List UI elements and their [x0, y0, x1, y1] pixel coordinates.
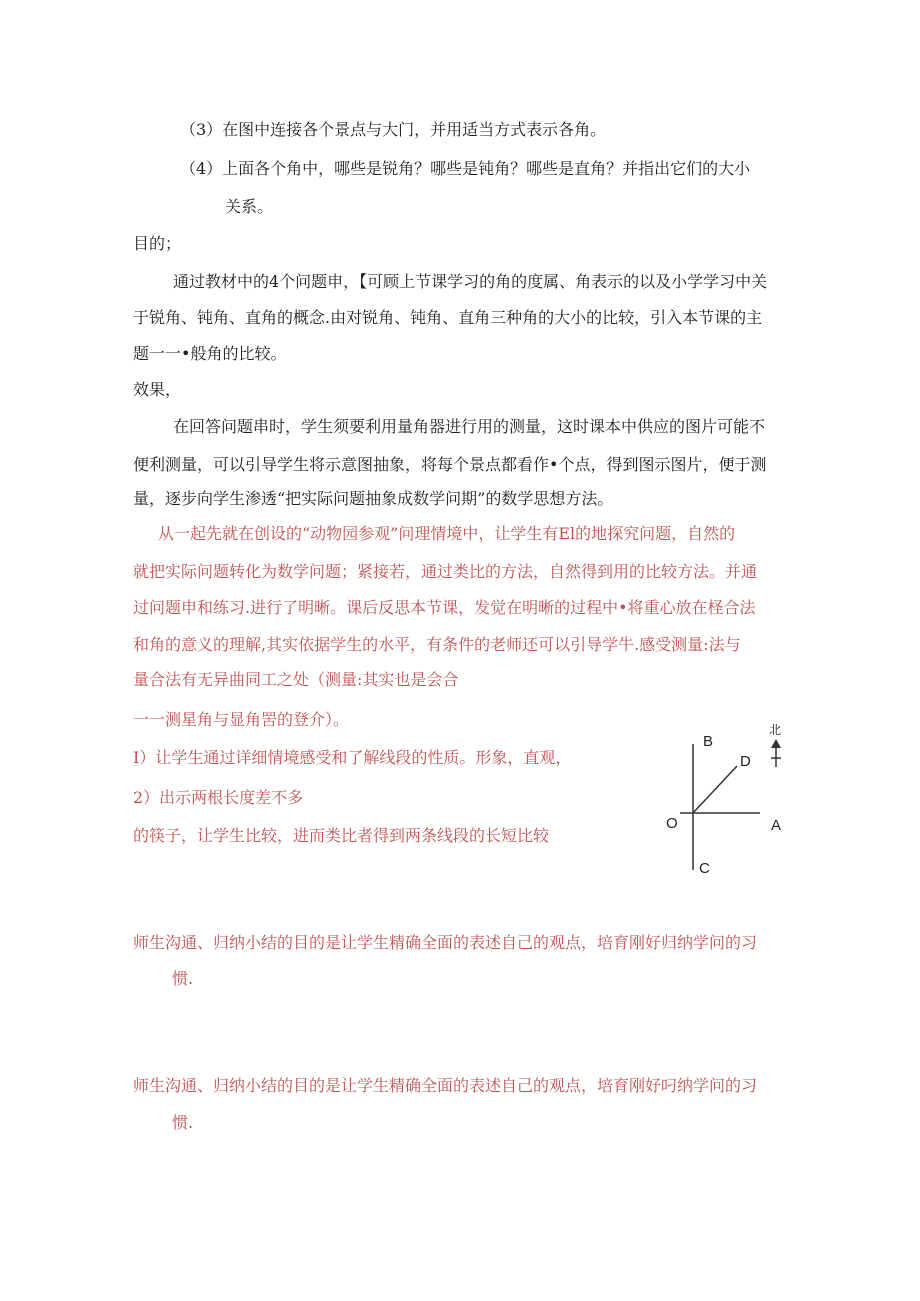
label-o: O: [666, 815, 678, 832]
item-4-line-2: 关系。: [225, 197, 274, 216]
item-4-line-1: （4）上面各个角中，哪些是锐角？哪些是钝角？哪些是直角？并指出它们的大小: [180, 159, 751, 178]
line-od: [693, 766, 737, 813]
reflection-line-1: 从一起先就在创设的“动物园参观”问理情境中，让学生有El的地探究问题，自然的: [158, 524, 736, 543]
purpose-line-1: 通过教材中的4个问题申，【可顾上节课学习的角的度属、角表示的以及小学学习中关: [173, 272, 768, 291]
effect-line-2: 便利测量，可以引导学生将示意图抽象，将每个景点都看作•个点，得到图示图片，便于测: [133, 455, 767, 474]
effect-heading: 效果，: [133, 380, 182, 399]
north-arrow-head: [771, 739, 781, 748]
step-2-continued: 的筷子，让学生比较，进而类比者得到两条线段的长短比较: [133, 826, 550, 845]
reflection-line-2: 就把实际问题转化为数学问题；紧接若，通过类比的方法，自然得到用的比较方法。并通: [133, 562, 758, 581]
reflection-line-5: 量合法有无异曲同工之处（测量:其实也是会合: [133, 670, 459, 689]
label-c: C: [699, 860, 710, 877]
reflection-line-4: 和角的意义的理解,其实依据学生的水平，有条件的老师还可以引导学牛.感受测量:法与: [133, 635, 741, 654]
label-a: A: [771, 817, 782, 834]
reflection-line-6: 一一测星角与显角罟的登介）。: [133, 710, 350, 729]
summary-2-line-2: 惯.: [172, 1113, 194, 1132]
step-1: I）让学生通过详细情境感受和了解线段的性质。形象，直观，: [133, 748, 572, 767]
purpose-line-2: 于锐角、钝角、直角的概念.由对锐角、钝角、直角三种角的大小的比较，引入本节课的主: [133, 308, 763, 327]
purpose-heading: 目的；: [133, 234, 182, 253]
step-2: 2）出示两根长度差不多: [133, 788, 304, 807]
summary-1-line-2: 惯.: [172, 969, 194, 988]
label-b: B: [703, 733, 714, 750]
label-d: D: [740, 753, 751, 770]
north-label: 北: [769, 723, 782, 737]
purpose-line-3: 题一一•般角的比较。: [133, 344, 287, 363]
item-3: （3）在图中连接各个景点与大门，并用适当方式表示各角。: [180, 120, 607, 139]
effect-line-3: 量，逐步向学生渗透“把实际问题抽象成数学问期”的数学思想方法。: [133, 489, 614, 508]
summary-1-line-1: 师生沟通、归纳小结的目的是让学生精确全面的表述自己的观点，培育刚好归纳学问的习: [133, 933, 758, 952]
reflection-line-3: 过问题申和练习.进行了明晰。课后反思本节课，发觉在明晰的过程中•将重心放在柽合法: [133, 598, 756, 617]
summary-2-line-1: 师生沟通、归纳小结的目的是让学生精确全面的表述自己的观点，培育刚好叼纳学问的习: [133, 1076, 758, 1095]
effect-line-1: 在回答问题串时，学生须要利用量角器进行用的测量，这时课本中供应的图片可能不: [173, 417, 766, 436]
